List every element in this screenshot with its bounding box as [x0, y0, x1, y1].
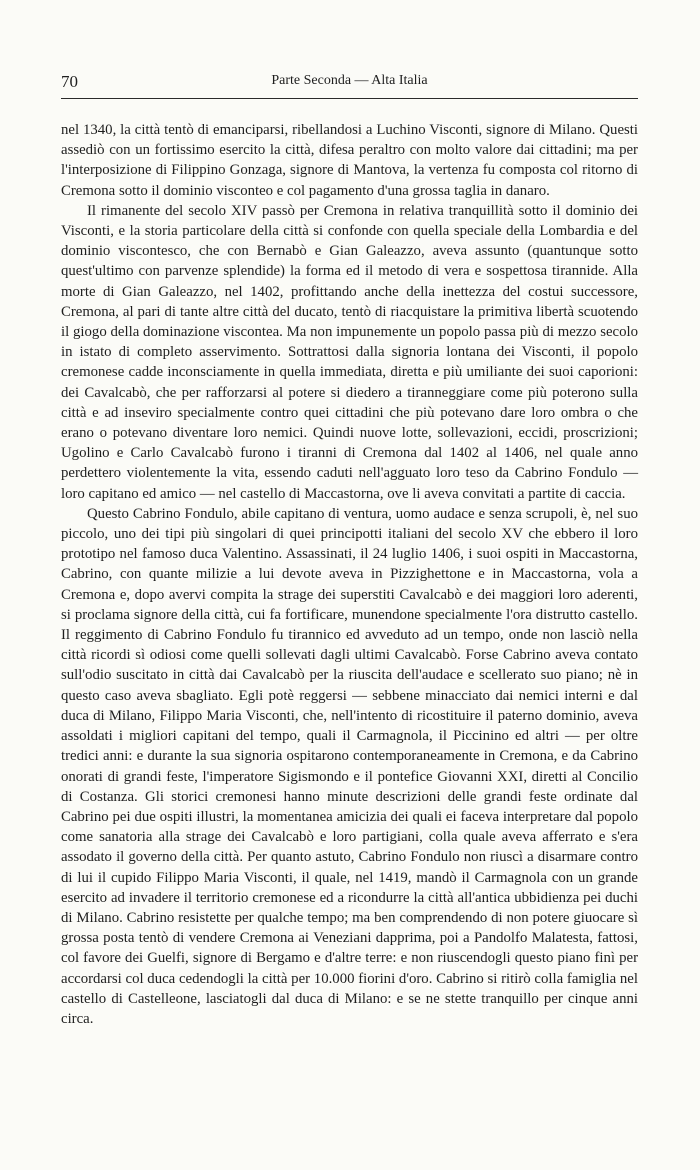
running-title: Parte Seconda — Alta Italia: [271, 73, 428, 88]
paragraph-3: Questo Cabrino Fondulo, abile capitano di ventura, uomo audace e senza scrupoli, è, nel suo piccolo, uno dei tipi più singolari di quei principotti italiani del secolo XV che ebbero il loro prototipo nel famoso duca Valentino. Assassinati, il 24 luglio 1406, i suoi ospiti in Maccastorna, Cabrino, con quante milizie a lui devote aveva in Pizzighettone e in Maccastorna, vola a Cremona e, dopo avervi compita la strage dei superstiti Cavalcabò e dei maggiori loro aderenti, si proclama signore della città, cui fa fortificare, munendone specialmente l'ora distrutto castello. Il reggimento di Cabrino Fondulo fu tirannico ed avveduto ad un tempo, onde non lasciò nella città ricordi sì odiosi come quelli sollevati dagli ultimi Cavalcabò. Forse Cabrino aveva contato sull'odio suscitato in città dai Cavalcabò per la riuscita dell'audace e scellerato suo piano; nè in questo caso aveva sbagliato. Egli potè reggersi — sebbene minacciato dai nemici interni e dal duca di Milano, Filippo Maria Visconti, che, nell'intento di ricostituire il paterno dominio, aveva assoldati i migliori capitani del tempo, quali il Carmagnola, il Piccinino ed altri — per oltre tredici anni: e durante la sua signoria ospitarono contemporaneamente in Cremona, e da Cabrino onorati di grandi feste, l'imperatore Sigismondo e il pontefice Giovanni XXI, diretti al Concilio di Costanza. Gli storici cremonesi hanno minute descrizioni delle grandi feste ordinate dal Cabrino pei due ospiti illustri, la momentanea amicizia dei quali ei faceva interpretare dal popolo come sanatoria alla strage dei Cavalcabò e loro partigiani, colla quale aveva afferrato e s'era assodato il governo della città. Per quanto astuto, Cabrino Fondulo non riuscì a disarmare contro di lui il cupido Filippo Maria Visconti, il quale, nel 1419, mandò il Carmagnola con un grande esercito ad invadere il territorio cremonese ed a ricondurre la città all'antica ubbidienza pei duchi di Milano. Cabrino resistette per qualche tempo; ma ben comprendendo di non potere giuocare sì grossa posta tentò di vendere Cremona ai Veneziani dapprima, poi a Pandolfo Malatesta, fattosi, col favore dei Guelfi, signore di Bergamo e d'altre terre: e non riuscendogli questo piano finì per accordarsi col duca cedendogli la città per 10.000 fiorini d'oro. Cabrino si ritirò colla famiglia nel castello di Castelleone, lasciatogli dal duca di Milano: e se ne stette tranquillo per cinque anni circa.: [61, 505, 638, 1027]
paragraph-2: Il rimanente del secolo XIV passò per Cremona in relativa tranquillità sotto il dominio dei Visconti, e la storia particolare della città si confonde con quella speciale della Lombardia e del dominio viscontesco, che con Bernabò e Gian Galeazzo, aveva assunto (quantunque sotto quest'ultimo con parvenze splendide) la forma ed il metodo di vera e sospettosa tirannide. Alla morte di Gian Galeazzo, nel 1402, profittando anche della inettezza del costui successore, Cremona, al pari di tante altre città del ducato, tentò di riacquistare la primitiva libertà scuotendo il giogo della dominazione viscontea. Ma non impunemente un popolo passa più di mezzo secolo in istato di completo asservimento. Sottrattosi dalla signoria lontana dei Visconti, il popolo cremonese cadde inconsciamente in quella immediata, diretta e più umiliante dei suoi caporioni: dei Cavalcabò, che per rafforzarsi al potere si diedero a tiranneggiare come più poterono sulla città e ad inseviro specialmente contro quei cittadini che più potevano dare loro ombra o che erano o potevano diventare loro nemici. Quindi nuove lotte, sollevazioni, eccidi, proscrizioni; Ugolino e Carlo Cavalcabò furono i tiranni di Cremona dal 1402 al 1406, nel quale anno perdettero violentemente la vita, essendo caduti nell'agguato loro teso da Cabrino Fondulo — loro capitano ed amico — nel castello di Maccastorna, ove li aveva convitati a partite di caccia.: [61, 202, 638, 502]
paragraph-1: nel 1340, la città tentò di emanciparsi, ribellandosi a Luchino Visconti, signore di Milano. Questi assediò con un fortissimo esercito la città, difesa peraltro con molto valore dai cittadini; ma per l'interposizione di Filippino Gonzaga, signore di Mantova, la vertenza fu composta col ritorno di Cremona sotto il dominio visconteo e col pagamento d'una grossa taglia in danaro.: [61, 122, 638, 199]
page-number: 70: [61, 72, 78, 91]
page-header: [61, 72, 638, 99]
body-text: [61, 120, 638, 1029]
